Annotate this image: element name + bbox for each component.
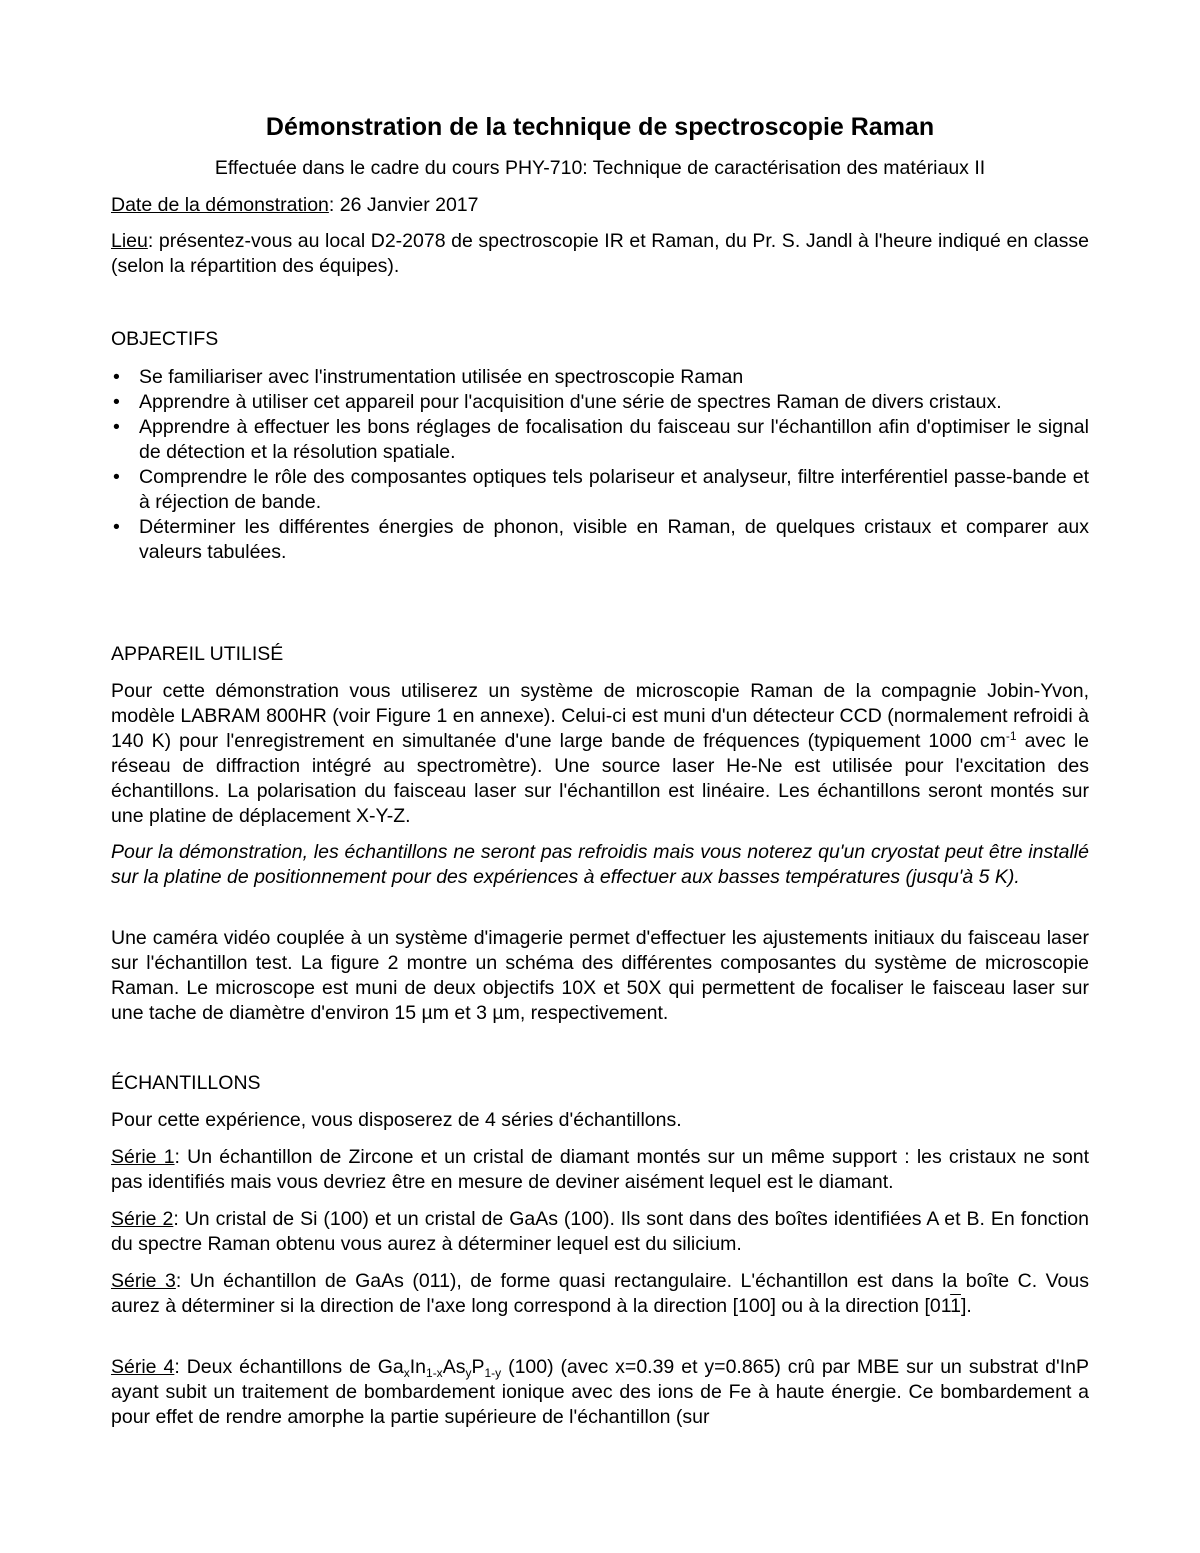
subscript: x — [403, 1366, 410, 1380]
serie-3-end: ]. — [960, 1295, 972, 1317]
appareil-paragraph-2: Pour la démonstration, les échantillons ne seront pas refroidis mais vous noterez qu'un cryostat peut être installé sur la platine de positionnement pour des expériences à effectuer aux basses températures (jusqu'à 5 K). — [111, 841, 1089, 888]
date-value: 26 Janvier 2017 — [334, 194, 479, 216]
objectif-text: Apprendre à utiliser cet appareil pour l'acquisition d'une série de spectres Raman de divers cristaux. — [139, 391, 1002, 413]
bullet: • — [113, 416, 120, 438]
objectif-text: Déterminer les différentes énergies de phonon, visible en Raman, de quelques cristaux et comparer aux valeurs tabulées. — [139, 516, 1089, 563]
serie-4-text-a: : Deux échantillons de Ga — [174, 1356, 404, 1378]
subscript: y — [465, 1366, 472, 1380]
serie-4-text-b: In — [409, 1356, 427, 1378]
bullet: • — [113, 366, 120, 388]
subscript: 1-y — [484, 1366, 502, 1380]
lieu-paragraph — [111, 229, 1089, 279]
objectif-item — [111, 390, 1089, 415]
superscript: -1 — [1005, 729, 1017, 743]
objectif-item — [111, 415, 1089, 465]
date-line — [111, 193, 1089, 218]
bullet: • — [113, 466, 120, 488]
appareil-text-b: avec le réseau de diffraction intégré au spectromètre). Une source laser He-Ne est utilisée pour l'excitation des échantillons. La polarisation du faisceau laser sur l'échantillon est linéaire. Les échantillons seront montés sur une platine de déplacement X-Y-Z. — [111, 730, 1090, 827]
date-sep: : — [328, 194, 335, 216]
objectif-text: Se familiariser avec l'instrumentation utilisée en spectroscopie Raman — [139, 366, 744, 388]
objectifs-list — [111, 365, 1089, 565]
appareil-text-a: Pour cette démonstration vous utiliserez un système de microscopie Raman de la compagnie Jobin-Yvon, modèle LABRAM 800HR (voir Figure 1 en annexe). Celui-ci est muni d'un détecteur CCD (normalement refroidi à 140 K) pour l'enregistrement en simultanée d'une large bande de fréquences (typiquement 1000 cm — [111, 680, 1089, 752]
bullet: • — [113, 391, 120, 413]
echantillons-heading: ÉCHANTILLONS — [111, 1072, 261, 1094]
serie-3-paragraph — [111, 1269, 1089, 1319]
overlined-digit: 1 — [950, 1295, 961, 1317]
lieu-sep: : — [147, 230, 154, 252]
serie-3-label: Série 3 — [111, 1270, 176, 1292]
serie-4-paragraph — [111, 1355, 1089, 1430]
objectif-text: Apprendre à effectuer les bons réglages de focalisation du faisceau sur l'échantillon afin d'optimiser le signal de détection et la résolution spatiale. — [139, 416, 1089, 463]
date-label: Date de la démonstration — [111, 194, 329, 216]
serie-1-text: : Un échantillon de Zircone et un cristal de diamant montés sur un même support : les cristaux ne sont pas identifiés mais vous devriez être en mesure de deviner aisément lequel est le diamant. — [111, 1146, 1089, 1193]
lieu-value: présentez-vous au local D2-2078 de spectroscopie IR et Raman, du Pr. S. Jandl à l'heure indiqué en classe (selon la répartition des équipes). — [111, 230, 1089, 277]
serie-4-text-d: P — [471, 1356, 485, 1378]
objectif-item — [111, 365, 1089, 390]
serie-1-paragraph — [111, 1145, 1089, 1195]
serie-2-text: : Un cristal de Si (100) et un cristal de GaAs (100). Ils sont dans des boîtes identifiées A et B. En fonction du spectre Raman obtenu vous aurez à déterminer lequel est du silicium. — [111, 1208, 1089, 1255]
serie-4-label: Série 4 — [111, 1356, 175, 1378]
echantillons-intro: Pour cette expérience, vous disposerez de 4 séries d'échantillons. — [111, 1109, 682, 1131]
serie-4-text-c: As — [442, 1356, 466, 1378]
page-subtitle: Effectuée dans le cadre du cours PHY-710: Technique de caractérisation des matériaux II — [214, 157, 986, 179]
serie-4-text-e: (100) (avec x=0.39 et y=0.865) crû par MBE sur un substrat d'InP ayant subit un traitement de bombardement ionique avec des ions de Fe à haute énergie. Ce bombardement a pour effet de rendre amorphe la partie supérieure de l'échantillon (sur — [111, 1356, 1089, 1428]
subscript: 1-x — [426, 1366, 443, 1380]
lieu-label: Lieu — [111, 230, 148, 252]
serie-2-paragraph — [111, 1207, 1089, 1257]
appareil-heading: APPAREIL UTILISÉ — [111, 643, 284, 665]
bullet: • — [113, 516, 120, 538]
objectif-text: Comprendre le rôle des composantes optiques tels polariseur et analyseur, filtre interférentiel passe-bande et à réjection de bande. — [139, 466, 1089, 513]
appareil-paragraph-1 — [111, 679, 1089, 829]
appareil-paragraph-3: Une caméra vidéo couplée à un système d'imagerie permet d'effectuer les ajustements initiaux du faisceau laser sur l'échantillon test. La figure 2 montre un schéma des différentes composantes du système de microscopie Raman. Le microscope est muni de deux objectifs 10X et 50X qui permettent de focaliser le faisceau laser sur une tache de diamètre d'environ 15 µm et 3 µm, respectivement. — [111, 927, 1089, 1024]
objectifs-heading: OBJECTIFS — [111, 328, 219, 350]
serie-3-text: : Un échantillon de GaAs (011), de forme quasi rectangulaire. L'échantillon est dans la boîte C. Vous aurez à déterminer si la direction de l'axe long correspond à la direction [100] ou à la direction [01 — [111, 1270, 1089, 1317]
objectif-item — [111, 465, 1089, 515]
serie-1-label: Série 1 — [111, 1146, 175, 1168]
serie-2-label: Série 2 — [111, 1208, 174, 1230]
objectif-item — [111, 515, 1089, 565]
page-title: Démonstration de la technique de spectroscopie Raman — [265, 113, 935, 141]
